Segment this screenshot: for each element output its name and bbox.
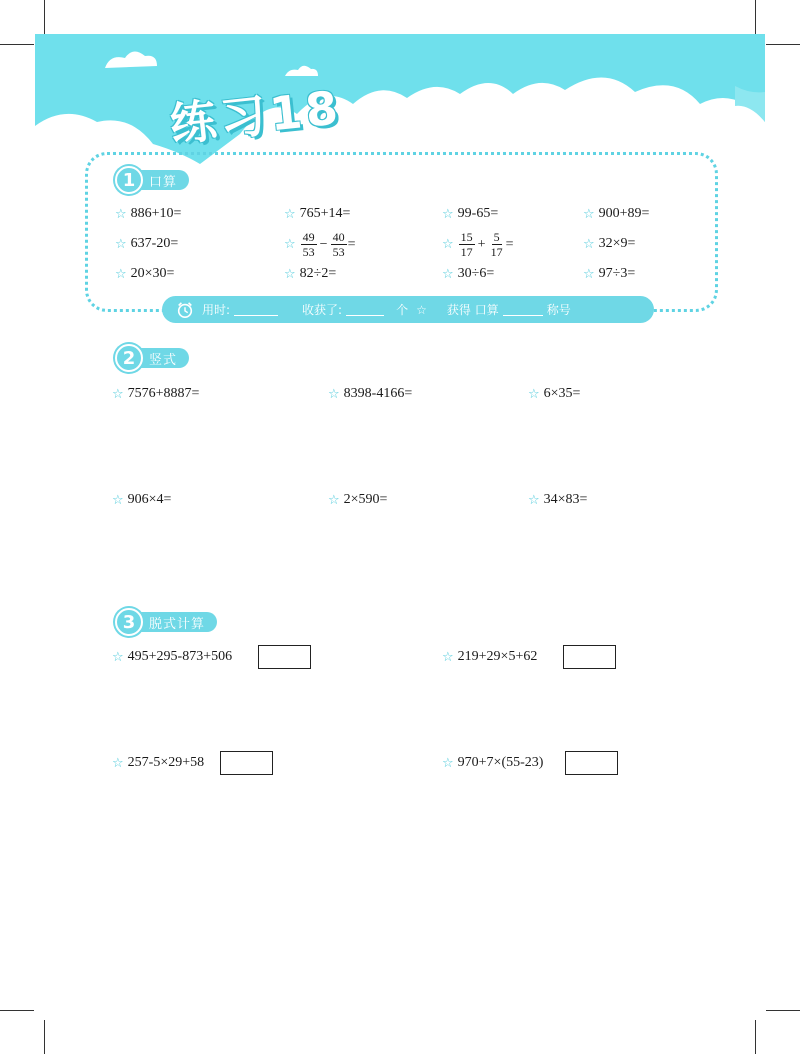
problem-text: 8398-4166= [343, 386, 413, 401]
problem-text: 30÷6= [457, 266, 495, 281]
problem-text: 2×590= [343, 492, 388, 507]
oral-problem-fraction [442, 230, 513, 259]
denominator: 53 [302, 245, 315, 259]
alarm-clock-icon [176, 301, 194, 319]
numerator: 15 [460, 230, 473, 244]
oral-problem [115, 206, 181, 222]
unit-label: 个 [396, 303, 409, 317]
section-number: 1 [115, 166, 143, 194]
problem-text: 7576+8887= [127, 386, 200, 401]
section-label: 口算 [135, 170, 189, 190]
problem-text: 495+295-873+506 [127, 649, 233, 664]
section-number: 3 [115, 608, 143, 636]
oral-problem [115, 236, 178, 252]
section-tag-stepwise [115, 610, 217, 634]
problem-text: 34×83= [543, 492, 588, 507]
oral-problem [583, 206, 649, 222]
vertical-problem [528, 386, 580, 402]
oral-problem-fraction [284, 230, 355, 259]
section-label: 竖式 [135, 348, 189, 368]
oral-problem [583, 266, 635, 282]
crop-mark [0, 44, 34, 45]
star-icon: ☆ [115, 266, 127, 282]
problem-text: 99-65= [457, 206, 499, 221]
score-bar [162, 296, 654, 323]
problem-text: 637-20= [130, 236, 179, 251]
star-icon: ☆ [112, 492, 124, 508]
star-icon: ☆ [442, 266, 454, 282]
star-icon: ☆ [284, 206, 296, 222]
oral-problem [284, 266, 336, 282]
star-icon: ☆ [112, 755, 124, 771]
stepwise-problem [442, 751, 618, 775]
section-number: 2 [115, 344, 143, 372]
denominator: 53 [332, 245, 345, 259]
denominator: 17 [490, 245, 503, 259]
problem-text: 900+89= [598, 206, 650, 221]
vertical-problem [328, 492, 387, 508]
time-field [202, 301, 282, 318]
crop-mark [0, 1010, 34, 1011]
oral-problem [284, 206, 350, 222]
section-label: 脱式计算 [135, 612, 217, 632]
oral-problem [583, 236, 635, 252]
star-icon: ☆ [328, 492, 340, 508]
vertical-problem [112, 386, 199, 402]
section-tag-vertical [115, 346, 189, 370]
answer-box[interactable] [563, 645, 616, 669]
time-blank[interactable] [234, 304, 278, 316]
star-icon: ☆ [115, 206, 127, 222]
oral-problem [442, 266, 494, 282]
numerator: 5 [493, 230, 500, 244]
title-field [447, 301, 571, 318]
time-label: 用时: [202, 303, 231, 317]
star-icon: ☆ [112, 386, 124, 402]
answer-box[interactable] [258, 645, 311, 669]
star-icon: ☆ [528, 492, 540, 508]
vertical-problem [528, 492, 587, 508]
star-icon: ☆ [328, 386, 340, 402]
page-title: 练习18 [167, 80, 345, 152]
fraction [459, 230, 475, 259]
problem-text: 906×4= [127, 492, 172, 507]
star-icon: ☆ [528, 386, 540, 402]
answer-box[interactable] [565, 751, 618, 775]
operator: + [477, 236, 486, 252]
denominator: 17 [460, 245, 473, 259]
star-icon: ☆ [284, 266, 296, 282]
star-icon: ☆ [442, 237, 454, 252]
fraction [331, 230, 347, 259]
numerator: 40 [332, 230, 345, 244]
harvest-label: 收获了: [302, 303, 343, 317]
vertical-problem [112, 492, 171, 508]
stepwise-problem [112, 751, 273, 775]
crop-mark [44, 1020, 45, 1054]
fraction [301, 230, 317, 259]
star-icon: ☆ [112, 649, 124, 665]
title-suffix: 称号 [546, 303, 571, 317]
section-tag-oral [115, 168, 189, 192]
problem-text: 219+29×5+62 [457, 649, 538, 664]
star-icon: ☆ [583, 266, 595, 282]
problem-text: 6×35= [543, 386, 581, 401]
fraction [489, 230, 505, 259]
star-icon: ☆ [442, 649, 454, 665]
crop-mark [755, 0, 756, 34]
crop-mark [766, 1010, 800, 1011]
problem-text: 765+14= [299, 206, 351, 221]
harvest-field [302, 301, 427, 318]
problem-text: 97÷3= [598, 266, 636, 281]
problem-text: 20×30= [130, 266, 175, 281]
star-icon: ☆ [416, 302, 427, 317]
crop-mark [44, 0, 45, 34]
equals: = [347, 236, 356, 252]
star-icon: ☆ [115, 236, 127, 252]
operator: − [319, 236, 328, 252]
problem-text: 970+7×(55-23) [457, 755, 544, 770]
star-icon: ☆ [442, 755, 454, 771]
get-label: 获得 口算 [446, 303, 499, 317]
problem-text: 257-5×29+58 [127, 755, 205, 770]
problem-text: 32×9= [598, 236, 636, 251]
vertical-problem [328, 386, 412, 402]
title-blank[interactable] [503, 304, 543, 316]
stepwise-problem [442, 645, 616, 669]
numerator: 49 [302, 230, 315, 244]
star-icon: ☆ [442, 206, 454, 222]
crop-mark [755, 1020, 756, 1054]
answer-box[interactable] [220, 751, 273, 775]
problem-text: 886+10= [130, 206, 182, 221]
stepwise-problem [112, 645, 311, 669]
problem-text: 82÷2= [299, 266, 337, 281]
star-icon: ☆ [583, 236, 595, 252]
star-icon: ☆ [583, 206, 595, 222]
harvest-blank[interactable] [346, 304, 384, 316]
star-icon: ☆ [284, 237, 296, 252]
equals: = [505, 236, 514, 252]
crop-mark [766, 44, 800, 45]
oral-problem [115, 266, 174, 282]
oral-problem [442, 206, 498, 222]
